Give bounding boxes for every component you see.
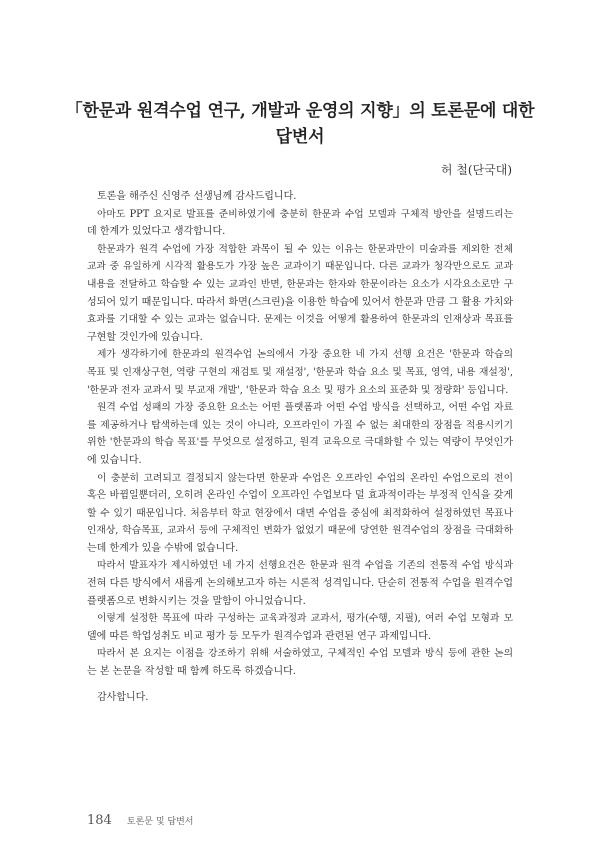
body-line: 한문과가 원격 수업에 가장 적합한 과목이 될 수 있는 이유는 한문과만이 미술과를 제외한 전체 xyxy=(97,243,513,255)
body-line: 토론을 해주신 신영주 선생님께 감사드립니다. xyxy=(97,191,297,202)
body-line: 감사합니다. xyxy=(97,691,149,703)
page-footer xyxy=(87,809,194,828)
body-line: 전혀 다른 방식에서 새롭게 논의해보고자 하는 시론적 성격입니다. 단순히 전통적 수업을 원격수업 xyxy=(87,578,513,590)
body-line: 에 있습니다. xyxy=(87,454,142,466)
body-line: 할 수 있기 때문입니다. 처음부터 학교 현장에서 대면 수업을 중심에 최적화하여 설정하였던 목표나 xyxy=(87,507,513,519)
body-line: 를 제공하거나 탐색하는데 있는 것이 아니라, 오프라인이 가질 수 없는 최대한의 장점을 적용시키기 xyxy=(87,419,513,431)
body-line: 제가 생각하기에 한문과의 원격수업 논의에서 가장 중요한 네 가지 선행 요건은 '한문과 학습의 xyxy=(97,349,513,361)
page-number: 184 xyxy=(87,813,112,828)
body-line: 목표 및 인재상구현, 역량 구현의 재검토 및 재설정', '한문과 학습 요소 및 목표, 영역, 내용 재설정', xyxy=(87,366,513,378)
body-line: 따라서 본 요지는 이점을 강조하기 위해 서술하였고, 구체적인 수업 모델과 방식 등에 관한 논의 xyxy=(97,648,513,660)
body-line: 플랫폼으로 변화시키는 것을 말함이 아니었습니다. xyxy=(87,595,306,607)
body-line: 내용을 전달하고 학습할 수 있는 교과인 반면, 한문과는 한자와 한문이라는 요소가 시각요소로만 구 xyxy=(87,278,513,290)
body-line: 원격 수업 성패의 가장 중요한 요소는 어떤 플랫폼과 어떤 수업 방식을 선택하고, 어떤 수업 자료 xyxy=(97,402,513,414)
body-line: 데 한계가 있었다고 생각합니다. xyxy=(87,226,226,238)
body-line: 위한 '한문과의 학습 목표'를 무엇으로 설정하고, 원격 교육으로 극대화할 수 있는 역량이 무엇인가 xyxy=(87,437,513,449)
title-line-2: 답변서 xyxy=(275,127,325,147)
body-line: 성되어 있기 때문입니다. 따라서 화면(스크린)을 이용한 학습에 있어서 한문과 만큼 그 활용 가치와 xyxy=(87,296,513,308)
body-line: 인재상, 학습목표, 교과서 등에 구체적인 변화가 없었기 때문에 당연한 원격수업의 장점을 극대화하 xyxy=(87,525,513,537)
body-line: 효과를 기대할 수 있는 교과는 없습니다. 문제는 이것을 어떻게 활용하여 한문과의 인재상과 목표를 xyxy=(87,314,513,326)
document-body xyxy=(87,188,513,706)
body-line: 는 본 논문을 작성할 때 함께 하도록 하겠습니다. xyxy=(87,666,296,678)
paragraph-gap xyxy=(87,681,513,689)
author-byline: 허 철(단국대) xyxy=(440,163,512,177)
body-line: 따라서 발표자가 제시하였던 네 가지 선행요건은 한문과 원격 수업을 기존의 전통적 수업 방식과 xyxy=(97,560,513,572)
title-line-1: 「한문과 원격수업 연구, 개발과 운영의 지향」의 토론문에 대한 xyxy=(65,101,535,121)
body-line: 델에 따른 학업성취도 비교 평가 등 모두가 원격수업과 관련된 연구 과제입니다. xyxy=(87,630,432,642)
body-line: 는데 한계가 있을 수밖에 없습니다. xyxy=(87,542,239,554)
body-line: 교과 중 유일하게 시각적 활용도가 가장 높은 교과이기 때문입니다. 다른 교과가 청각만으로도 교과 xyxy=(87,261,513,273)
body-line: 아마도 PPT 요지로 발표를 준비하였기에 충분히 한문과 수업 모델과 구체적 방안을 설명드리는 xyxy=(97,208,513,220)
body-line: 혹은 바뀜일뿐더러, 오히려 온라인 수업이 오프라인 수업보다 덜 효과적이라는 부정적 인식을 갖게 xyxy=(87,490,513,502)
body-line: 구현할 것인가에 있습니다. xyxy=(87,331,203,343)
document-title xyxy=(60,98,540,150)
body-line: 이렇게 설정한 목표에 따라 구성하는 교육과정과 교과서, 평가(수행, 지필), 여러 수업 모형과 모 xyxy=(97,613,513,625)
running-footer-label: 토론문 및 답변서 xyxy=(126,817,194,827)
body-line: 이 충분히 고려되고 결정되지 않는다면 한문과 수업은 오프라인 수업의 온라인 수업으로의 전이 xyxy=(97,472,513,484)
body-line: '한문과 전자 교과서 및 부교재 개발', '한문과 학습 요소 및 평가 요소의 표준화 및 정량화' 등입니다. xyxy=(87,384,509,396)
